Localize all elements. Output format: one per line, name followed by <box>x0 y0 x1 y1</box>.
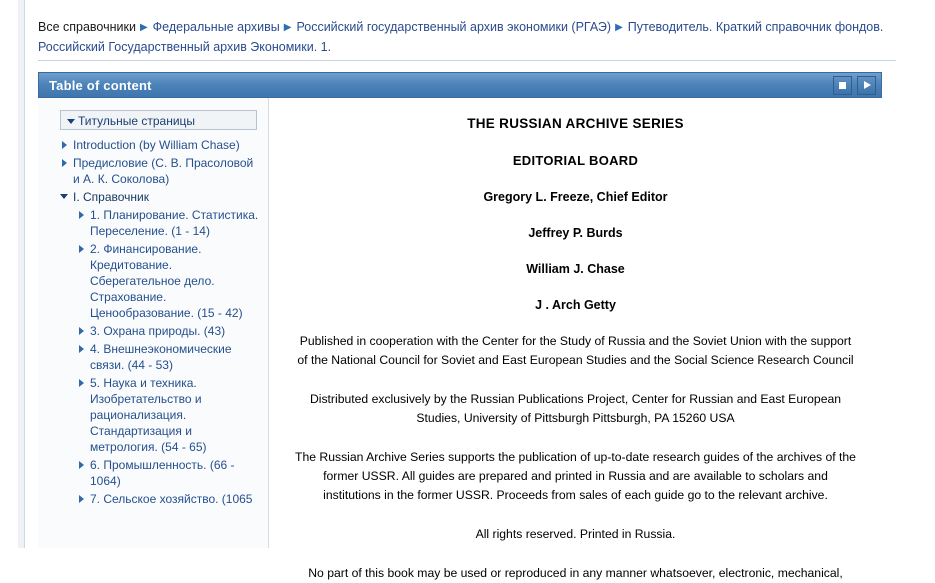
sidebar-item-label: Предисловие (С. В. Прасоловой и А. К. Соколова) <box>73 156 254 186</box>
breadcrumb-item[interactable]: Все справочники <box>38 20 136 34</box>
sidebar-item-3[interactable] <box>38 206 268 240</box>
chevron-right-icon[interactable] <box>79 211 84 219</box>
sidebar-item-label: I. Справочник <box>73 190 149 204</box>
chevron-right-icon[interactable] <box>62 141 67 149</box>
editor-name: J . Arch Getty <box>535 298 616 312</box>
sidebar-item-4[interactable] <box>38 240 268 322</box>
sidebar-item-label: 4. Внешнеэкономические связи. (44 - 53) <box>90 342 232 372</box>
page-title: Table of content <box>49 78 152 93</box>
editor-name: Gregory L. Freeze, Chief Editor <box>483 190 668 204</box>
chevron-down-icon[interactable] <box>60 194 68 199</box>
document-panel[interactable] <box>269 98 882 580</box>
next-button[interactable] <box>857 76 876 95</box>
chevron-right-icon[interactable] <box>79 245 84 253</box>
sidebar-item-title-pages[interactable] <box>60 110 257 130</box>
chevron-right-icon[interactable] <box>79 327 84 335</box>
sidebar-item-label: 2. Финансирование. Кредитование. Сберегательное дело. Страхование. Ценообразование. (15 - 42) <box>90 242 243 320</box>
chevron-right-icon[interactable] <box>79 379 84 387</box>
sidebar-item-label: 1. Планирование. Статистика. Переселение. (1 - 14) <box>90 208 259 238</box>
sidebar-toc-list[interactable] <box>38 136 268 548</box>
chevron-down-icon <box>67 119 75 124</box>
sidebar-item-label: 5. Наука и техника. Изобретательство и рационализация. Стандартизация и метрология. (54 - 65) <box>90 376 207 454</box>
content-area <box>38 98 882 580</box>
sidebar-item-8[interactable] <box>38 456 268 490</box>
sidebar-item-label: 6. Промышленность. (66 - 1064) <box>90 458 235 488</box>
sidebar-item-label: Introduction (by William Chase) <box>73 138 240 152</box>
document-title: THE RUSSIAN ARCHIVE SERIES <box>467 116 684 131</box>
sidebar-item-1[interactable] <box>38 154 268 188</box>
chevron-right-icon[interactable] <box>79 345 84 353</box>
editorial-board-heading: EDITORIAL BOARD <box>512 153 639 168</box>
breadcrumb-separator-icon: ▶ <box>615 22 623 33</box>
play-triangle-icon <box>864 81 871 89</box>
editor-name: Jeffrey P. Burds <box>528 226 623 240</box>
sidebar-item-6[interactable] <box>38 340 268 374</box>
sidebar <box>38 98 269 548</box>
table-of-content-titlebar <box>38 72 882 98</box>
breadcrumb-separator-icon: ▶ <box>283 22 292 33</box>
document-paragraph: Published in cooperation with the Center for the Study of Russia and the Soviet Union with the support of the National Council for Soviet and East European Studies and the Social Science Research Council <box>297 334 854 367</box>
sidebar-item-5[interactable] <box>38 322 268 340</box>
chevron-right-icon[interactable] <box>79 495 84 503</box>
sidebar-item-7[interactable] <box>38 374 268 456</box>
sidebar-header-label: Титульные страницы <box>78 114 196 128</box>
document-paragraph: Distributed exclusively by the Russian Publications Project, Center for Russian and East European Studies, University of Pittsburgh Pittsburgh, PA 15260 USA <box>309 392 842 425</box>
left-rail-strip <box>18 0 24 548</box>
document-paragraph: All rights reserved. Printed in Russia. <box>475 527 676 541</box>
breadcrumb-item[interactable]: Федеральные архивы <box>152 20 280 34</box>
left-rail <box>0 0 25 548</box>
breadcrumb-item[interactable]: Российский государственный архив экономики (РГАЭ) <box>296 20 612 34</box>
sidebar-item-0[interactable] <box>38 136 268 154</box>
document-body <box>269 98 882 583</box>
editor-name: William J. Chase <box>526 262 625 276</box>
breadcrumb-separator-icon: ▶ <box>139 22 148 33</box>
breadcrumb-item[interactable]: Путеводитель. Краткий справочник фондов. Российский Государственный архив Экономики. 1. <box>38 20 884 54</box>
stop-square-icon <box>839 82 846 89</box>
stop-button[interactable] <box>833 76 852 95</box>
chevron-right-icon[interactable] <box>79 461 84 469</box>
sidebar-item-2[interactable] <box>38 188 268 206</box>
chevron-right-icon[interactable] <box>62 159 67 167</box>
sidebar-item-label: 7. Сельское хозяйство. (1065 <box>90 492 253 506</box>
document-paragraph: No part of this book may be used or reproduced in any manner whatsoever, electronic, mechanical, <box>308 566 843 580</box>
breadcrumb-divider <box>38 60 896 61</box>
document-paragraph: The Russian Archive Series supports the publication of up-to-date research guides of the archives of the former USSR. All guides are prepared and printed in Russia and are available to scholars and institutions in the former USSR. Proceeds from sales of each guide go to the relevant archive. <box>295 450 856 502</box>
sidebar-item-label: 3. Охрана природы. (43) <box>90 324 226 338</box>
sidebar-item-9[interactable] <box>38 490 268 508</box>
breadcrumb <box>38 18 896 63</box>
